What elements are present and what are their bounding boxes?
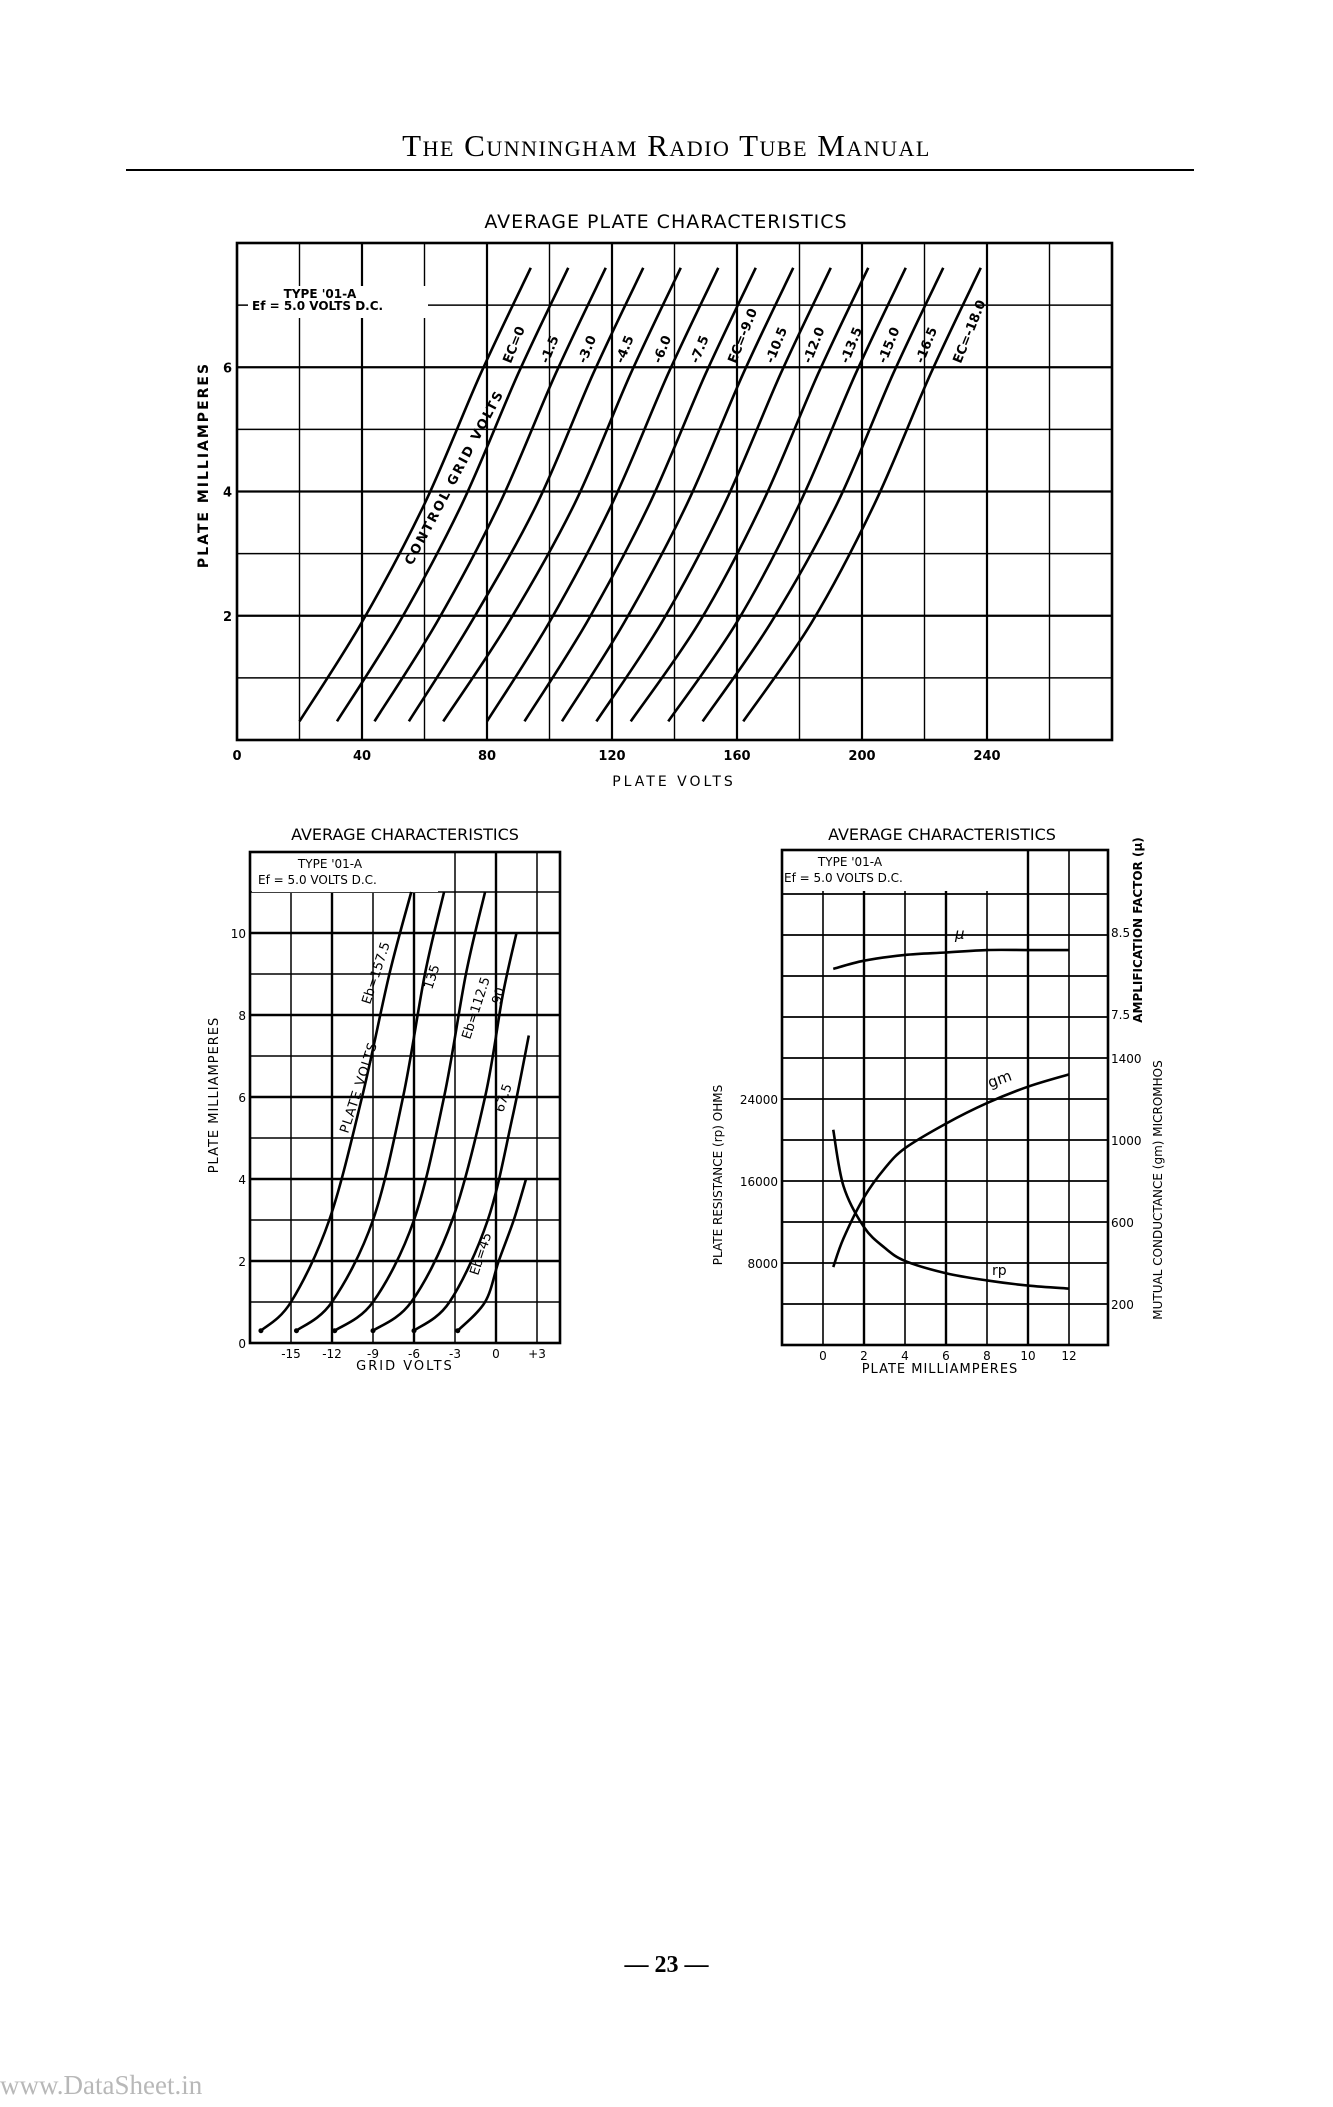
curve-label: -3.0 bbox=[575, 333, 601, 366]
page-header-title: The Cunningham Radio Tube Manual bbox=[402, 128, 931, 163]
curve-group-label: CONTROL GRID VOLTS bbox=[402, 387, 508, 568]
curve-label: -6.0 bbox=[650, 333, 676, 366]
mu-tick-label: 8.5 bbox=[1111, 926, 1131, 940]
curve-label: 135 bbox=[421, 962, 444, 992]
x-tick-label: 0 bbox=[492, 1347, 500, 1361]
x-tick-label: 0 bbox=[819, 1349, 827, 1363]
x-tick-label: 12 bbox=[1061, 1349, 1077, 1363]
type-annotation: TYPE '01-A bbox=[297, 857, 363, 871]
curve-gm bbox=[833, 1074, 1069, 1267]
x-tick-label: 10 bbox=[1020, 1349, 1036, 1363]
curve-label: Eb=45 bbox=[467, 1230, 496, 1278]
type-annotation: TYPE '01-A bbox=[817, 855, 883, 869]
x-tick-label: 80 bbox=[477, 749, 497, 764]
x-tick-label: 160 bbox=[723, 749, 751, 764]
x-tick-label: +3 bbox=[528, 1347, 546, 1361]
x-tick-label: -3 bbox=[449, 1347, 461, 1361]
y-tick-label: 6 bbox=[238, 1091, 246, 1105]
x-tick-label: -9 bbox=[367, 1347, 379, 1361]
x-axis-label: GRID VOLTS bbox=[356, 1359, 454, 1374]
type-annotation: TYPE '01-A bbox=[283, 287, 357, 301]
x-tick-label: 200 bbox=[848, 749, 876, 764]
gm-tick-label: 200 bbox=[1111, 1298, 1134, 1312]
y-tick-label: 2 bbox=[222, 609, 232, 625]
chart-title: AVERAGE CHARACTERISTICS bbox=[828, 825, 1056, 844]
gm-axis-label: MUTUAL CONDUCTANCE (gm) MICROMHOS bbox=[1151, 1060, 1165, 1320]
curve-label: -1.5 bbox=[538, 333, 563, 366]
x-tick-label: -6 bbox=[408, 1347, 420, 1361]
rp-tick-label: 16000 bbox=[739, 1175, 778, 1189]
x-tick-label: -15 bbox=[281, 1347, 301, 1361]
mu-label: μ bbox=[955, 925, 965, 943]
y-axis-label: PLATE MILLIAMPERES bbox=[207, 1016, 222, 1174]
curve-label: Eb=112.5 bbox=[459, 975, 494, 1042]
gm-tick-label: 1000 bbox=[1111, 1134, 1142, 1148]
gm-tick-label: 1400 bbox=[1111, 1052, 1142, 1066]
rp-axis-label: PLATE RESISTANCE (rp) OHMS bbox=[711, 1084, 725, 1266]
y-tick-label: 8 bbox=[238, 1009, 246, 1023]
mu-axis-label: AMPLIFICATION FACTOR (μ) bbox=[1131, 837, 1145, 1023]
y-tick-label: 0 bbox=[238, 1337, 246, 1351]
x-tick-label: -12 bbox=[322, 1347, 342, 1361]
y-tick-label: 4 bbox=[222, 485, 232, 501]
filament-annotation: Ef = 5.0 VOLTS D.C. bbox=[784, 871, 903, 885]
y-tick-label: 6 bbox=[222, 361, 232, 377]
x-tick-label: 6 bbox=[942, 1349, 950, 1363]
x-tick-label: 0 bbox=[232, 749, 242, 764]
filament-annotation: Ef = 5.0 VOLTS D.C. bbox=[252, 299, 384, 313]
x-tick-label: 120 bbox=[598, 749, 626, 764]
curve-label: -4.5 bbox=[613, 333, 638, 366]
curve-label: EC=-18.0 bbox=[950, 298, 990, 366]
chart-title: AVERAGE PLATE CHARACTERISTICS bbox=[484, 211, 848, 233]
x-axis-label: PLATE MILLIAMPERES bbox=[861, 1362, 1019, 1377]
watermark: www.DataSheet.in bbox=[0, 2070, 203, 2100]
chart-title: AVERAGE CHARACTERISTICS bbox=[291, 825, 519, 844]
curve-label: Eb=157.5 bbox=[359, 940, 394, 1007]
curve-label: EC=0 bbox=[500, 324, 529, 366]
rp-tick-label: 24000 bbox=[739, 1093, 778, 1107]
curve-label: 67.5 bbox=[492, 1082, 516, 1115]
curve-label: -10.5 bbox=[763, 325, 792, 366]
curve-group-label: PLATE VOLTS bbox=[337, 1040, 382, 1136]
x-tick-label: 2 bbox=[860, 1349, 868, 1363]
curve-label: EC=-9.0 bbox=[725, 306, 762, 366]
curve-label: 90 bbox=[489, 985, 509, 1007]
rp-tick-label: 8000 bbox=[747, 1257, 778, 1271]
y-tick-label: 2 bbox=[238, 1255, 246, 1269]
curve-label: -16.5 bbox=[913, 325, 942, 366]
x-axis-label: PLATE VOLTS bbox=[612, 774, 736, 790]
curve-label: -7.5 bbox=[688, 333, 713, 366]
x-tick-label: 40 bbox=[352, 749, 372, 764]
filament-annotation: Ef = 5.0 VOLTS D.C. bbox=[258, 873, 377, 887]
curve-label: -15.0 bbox=[875, 325, 904, 366]
curve-rp bbox=[833, 1130, 1069, 1289]
curve-label: -12.0 bbox=[800, 325, 829, 366]
mu-tick-label: 7.5 bbox=[1111, 1008, 1131, 1022]
curve-label: -13.5 bbox=[838, 325, 867, 366]
y-tick-label: 4 bbox=[238, 1173, 246, 1187]
y-axis-label: PLATE MILLIAMPERES bbox=[196, 361, 212, 569]
x-tick-label: 8 bbox=[983, 1349, 991, 1363]
gm-tick-label: 600 bbox=[1111, 1216, 1134, 1230]
x-tick-label: 240 bbox=[973, 749, 1001, 764]
gm-label: gm bbox=[985, 1066, 1015, 1092]
curve-mu bbox=[833, 950, 1069, 969]
x-tick-label: 4 bbox=[901, 1349, 909, 1363]
y-tick-label: 10 bbox=[230, 927, 246, 941]
page-number: — 23 — bbox=[624, 1952, 709, 1978]
rp-label: rp bbox=[992, 1263, 1007, 1279]
